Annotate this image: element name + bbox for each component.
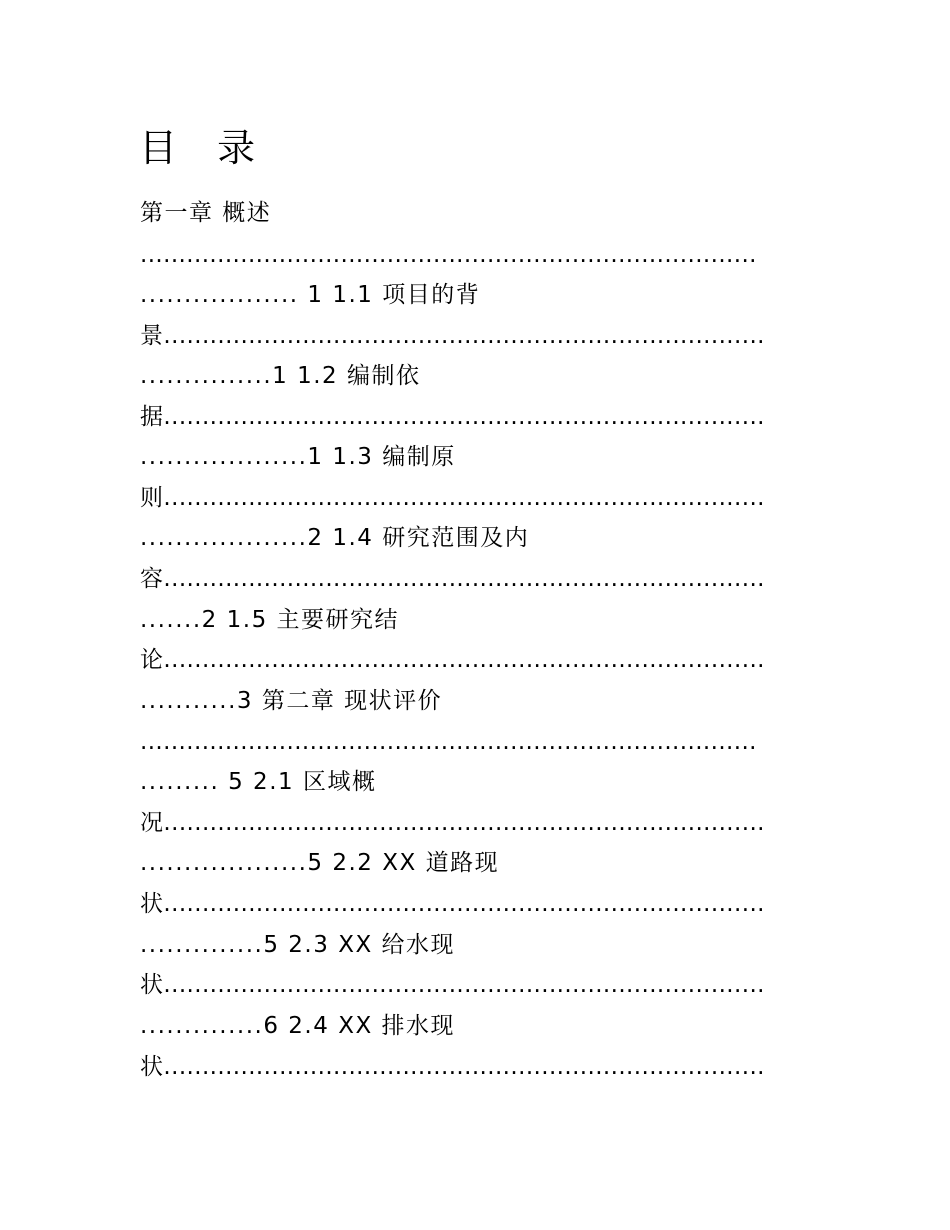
toc-line: ..............6 2.4 XX 排水现 (140, 1013, 456, 1039)
toc-line: 况.............................................................................. (140, 810, 765, 836)
toc-line: ...................5 2.2 XX 道路现 (140, 850, 500, 876)
toc-line: 论.............................................................................. (140, 647, 765, 673)
toc-title: 目 录 (139, 126, 270, 170)
toc-line: 状.............................................................................. (140, 891, 765, 917)
toc-line: ...................2 1.4 研究范围及内 (140, 525, 530, 551)
toc-line: ...........3 第二章 现状评价 (140, 688, 443, 714)
toc-line: ..............5 2.3 XX 给水现 (140, 932, 456, 958)
toc-line: ...................1 1.3 编制原 (140, 444, 456, 470)
toc-line: 容.............................................................................. (140, 566, 765, 592)
toc-line: 状.............................................................................. (140, 1054, 765, 1080)
toc-line: 则.............................................................................. (140, 485, 765, 511)
toc-line: .................. 1 1.1 项目的背 (140, 282, 481, 308)
toc-line: ......... 5 2.1 区域概 (140, 769, 377, 795)
toc-line: 状.............................................................................. (140, 972, 765, 998)
toc-line: ...............1 1.2 编制依 (140, 363, 421, 389)
toc-line: 景.............................................................................. (140, 323, 765, 349)
toc-line: ................................................................................ (140, 729, 757, 755)
toc-line: 第一章 概述 (140, 200, 272, 226)
toc-line: .......2 1.5 主要研究结 (140, 607, 400, 633)
toc-line: 据.............................................................................. (140, 404, 765, 430)
toc-line: ................................................................................ (140, 242, 757, 268)
